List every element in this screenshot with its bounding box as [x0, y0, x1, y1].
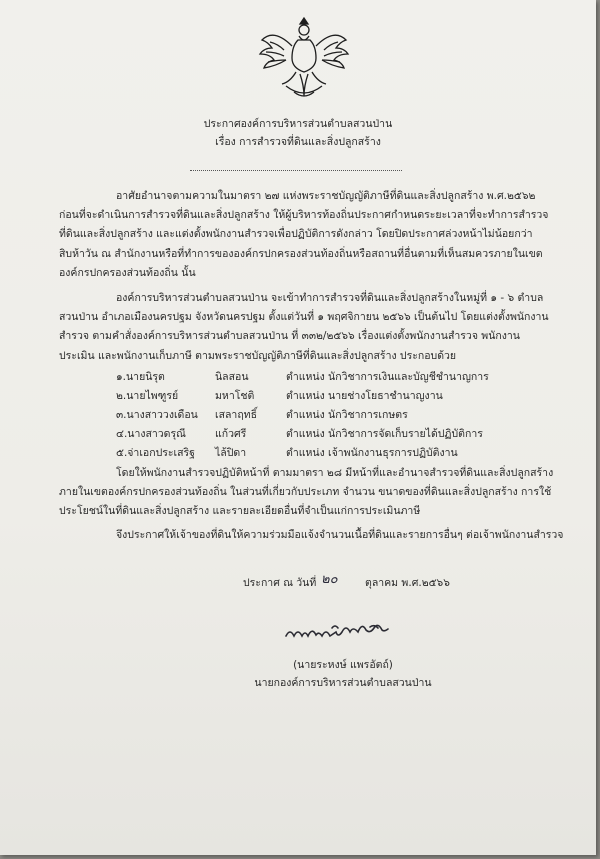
- para1-line: องค์กรปกครองส่วนท้องถิ่น นั้น: [59, 267, 196, 279]
- para4-line: จึงประกาศให้เจ้าของที่ดินให้ความร่วมมือแจ้งจำนวนเนื้อที่ดินและรายการอื่นๆ ต่อเจ้าพนักงานสำรวจ: [116, 529, 564, 541]
- para1-line: สิบห้าวัน ณ สำนักงานหรือที่ทำการขององค์กรปกครองส่วนท้องถิ่นหรือสถานที่อื่นตามที่เห็นสมควรภายในเขต: [59, 248, 543, 260]
- staff-first-name: ๕.จ่าเอกประเสริฐ: [116, 447, 195, 459]
- para2-line: องค์การบริหารส่วนตำบลสวนป่าน จะเข้าทำการสำรวจที่ดินและสิ่งปลูกสร้างในหมู่ที่ ๑ - ๖ ตำบล: [116, 292, 544, 304]
- para3-line: ประโยชน์ในที่ดินและสิ่งปลูกสร้าง และรายละเอียดอื่นที่จำเป็นแก่การประเมินภาษี: [59, 505, 421, 517]
- para2-line: ประเมิน และพนักงานเก็บภาษี ตามพระราชบัญญัติภาษีที่ดินและสิ่งปลูกสร้าง ประกอบด้วย: [59, 350, 457, 362]
- staff-position: ตำแหน่ง นักวิชาการเงินและบัญชีชำนาญการ: [286, 371, 489, 383]
- staff-position: ตำแหน่ง เจ้าพนักงานธุรการปฏิบัติงาน: [286, 447, 458, 459]
- para3-line: ภายในเขตองค์กรปกครองส่วนท้องถิ่น ในส่วนที่เกี่ยวกับประเภท จำนวน ขนาดของที่ดินและสิ่งปลูกสร้าง การใช้: [59, 486, 552, 498]
- staff-last-name: เสลาฤทธิ์: [215, 409, 258, 421]
- staff-last-name: นิลสอน: [215, 371, 249, 383]
- para1-line: อาศัยอำนาจตามความในมาตรา ๒๗ แห่งพระราชบัญญัติภาษีที่ดินและสิ่งปลูกสร้าง พ.ศ.๒๕๖๒: [116, 190, 536, 202]
- staff-position: ตำแหน่ง นักวิชาการจัดเก็บรายได้ปฏิบัติการ: [286, 428, 483, 440]
- date-prefix: ประกาศ ณ วันที่: [243, 577, 317, 589]
- staff-first-name: ๒.นายไพฑูรย์: [116, 390, 179, 402]
- staff-first-name: ๑.นายนิรุต: [116, 371, 165, 383]
- staff-first-name: ๓.นางสาววงเดือน: [116, 409, 198, 421]
- staff-last-name: ไล้ปิดา: [215, 447, 247, 459]
- garuda-emblem-icon: [256, 12, 352, 104]
- announcement-title: ประกาศองค์การบริหารส่วนตำบลสวนป่าน: [203, 118, 393, 130]
- date-month-year: ตุลาคม พ.ศ.๒๕๖๖: [365, 577, 450, 589]
- para1-line: ก่อนที่จะดำเนินการสำรวจที่ดินและสิ่งปลูกสร้าง ให้ผู้บริหารท้องถิ่นประกาศกำหนดระยะเวลาที่จะทำการสำรวจ: [59, 209, 549, 221]
- staff-position: ตำแหน่ง นายช่างโยธาชำนาญงาน: [286, 390, 443, 402]
- para2-line: สำรวจ ตามคำสั่งองค์การบริหารส่วนตำบลสวนป่าน ที่ ๓๓๒/๒๕๖๖ เรื่องแต่งตั้งพนักงานสำรวจ พนักงาน: [59, 330, 520, 342]
- dotted-divider: [190, 170, 402, 171]
- staff-position: ตำแหน่ง นักวิชาการเกษตร: [286, 409, 408, 421]
- staff-first-name: ๔.นางสาวดรุณี: [116, 428, 186, 440]
- para3-line: โดยให้พนักงานสำรวจปฏิบัติหน้าที่ ตามมาตรา ๒๘ มีหน้าที่และอำนาจสำรวจที่ดินและสิ่งปลูกสร้าง: [116, 467, 554, 479]
- staff-last-name: แก้วศรี: [215, 428, 247, 440]
- staff-last-name: มหาโชติ: [215, 390, 255, 402]
- announcement-subject: เรื่อง การสำรวจที่ดินและสิ่งปลูกสร้าง: [215, 136, 381, 148]
- handwritten-day: ๒๐: [321, 572, 338, 587]
- para1-line: ที่ดินและสิ่งปลูกสร้าง และแต่งตั้งพนักงานสำรวจเพื่อปฏิบัติการดังกล่าว โดยปิดประกาศล่วงหน้าไม่น้อยกว่า: [59, 228, 533, 240]
- para2-line: สวนป่าน อำเภอเมืองนครปฐม จังหวัดนครปฐม ตั้งแต่วันที่ ๑ พฤศจิกายน ๒๕๖๖ เป็นต้นไป โดยแต่งตั้งพนักงาน: [59, 311, 549, 323]
- signer-title: นายกองค์การบริหารส่วนตำบลสวนป่าน: [254, 677, 432, 689]
- signer-name: (นายระหงษ์ แพรอัตถ์): [293, 659, 393, 671]
- handwritten-signature: [282, 622, 402, 644]
